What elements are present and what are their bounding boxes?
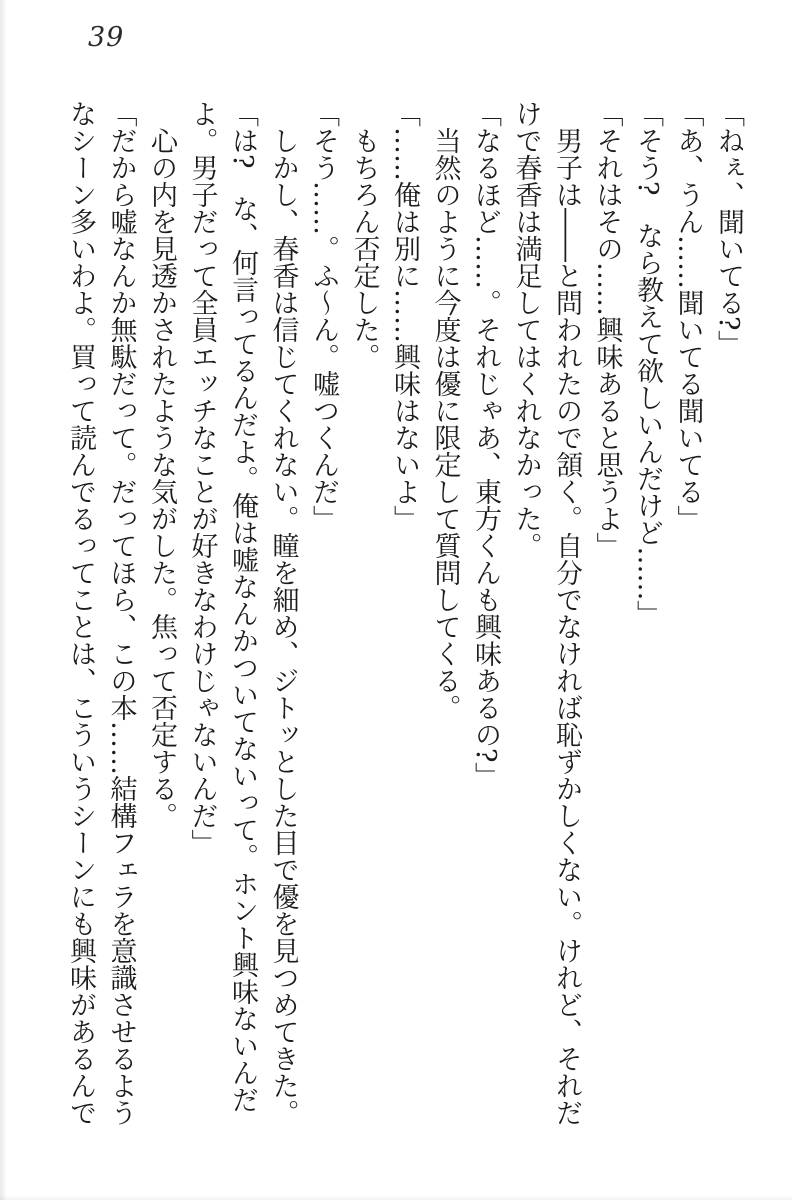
paragraph-3: 「そう? なら教えて欲しいんだけど……」 (632, 100, 663, 628)
paragraph-1: 「ねぇ、聞いてる?」 (713, 100, 744, 358)
scan-edge-shadow (0, 0, 7, 1200)
paragraph-11: しかし、春香は信じてくれない。瞳を細め、ジトッとした目で優を見つめてきた。 (267, 100, 299, 1126)
paragraph-8: 「……俺は別に……興味はないよ」 (389, 100, 420, 532)
paragraph-5: 男子は――と問われたので頷く。自分でなければ恥ずかしくない。けれど、それだけで春香は満足してはくれなかった。 (510, 100, 582, 1126)
page-number: 39 (88, 22, 125, 53)
paragraph-12: 「は? な、何言ってるんだよ。俺は嘘なんかついてないって。ホント興味ないんだよ。男子だって全員エッチなことが好きなわけじゃないんだ」 (186, 100, 258, 1114)
paragraph-10: 「そう……。ふ〜ん。嘘つくんだ」 (308, 100, 339, 532)
paragraph-2: 「あ、うん……聞いてる聞いてる」 (672, 100, 704, 532)
paragraph-4: 「それはその……興味あると思うよ」 (591, 100, 623, 559)
paragraph-7: 当然のように今度は優に限定して質問してくる。 (429, 100, 461, 721)
paragraph-13: 心の内を見透かされたような気がした。焦って否定する。 (146, 100, 177, 829)
scan-edge-shadow-bottom (0, 1195, 792, 1200)
paragraph-14: 「だから嘘なんか無駄だって。だってほら、この本……結構フェラを意識させるようなシーン多いわよ。買って読んでるってことは、こういうシーンにも興味があるんで (65, 100, 137, 1126)
vertical-text-block (60, 100, 749, 1130)
paragraph-6: 「なるほど……。それじゃあ、東方くんも興味あるの?」 (470, 100, 501, 790)
paragraph-9: もちろん否定した。 (348, 100, 380, 370)
